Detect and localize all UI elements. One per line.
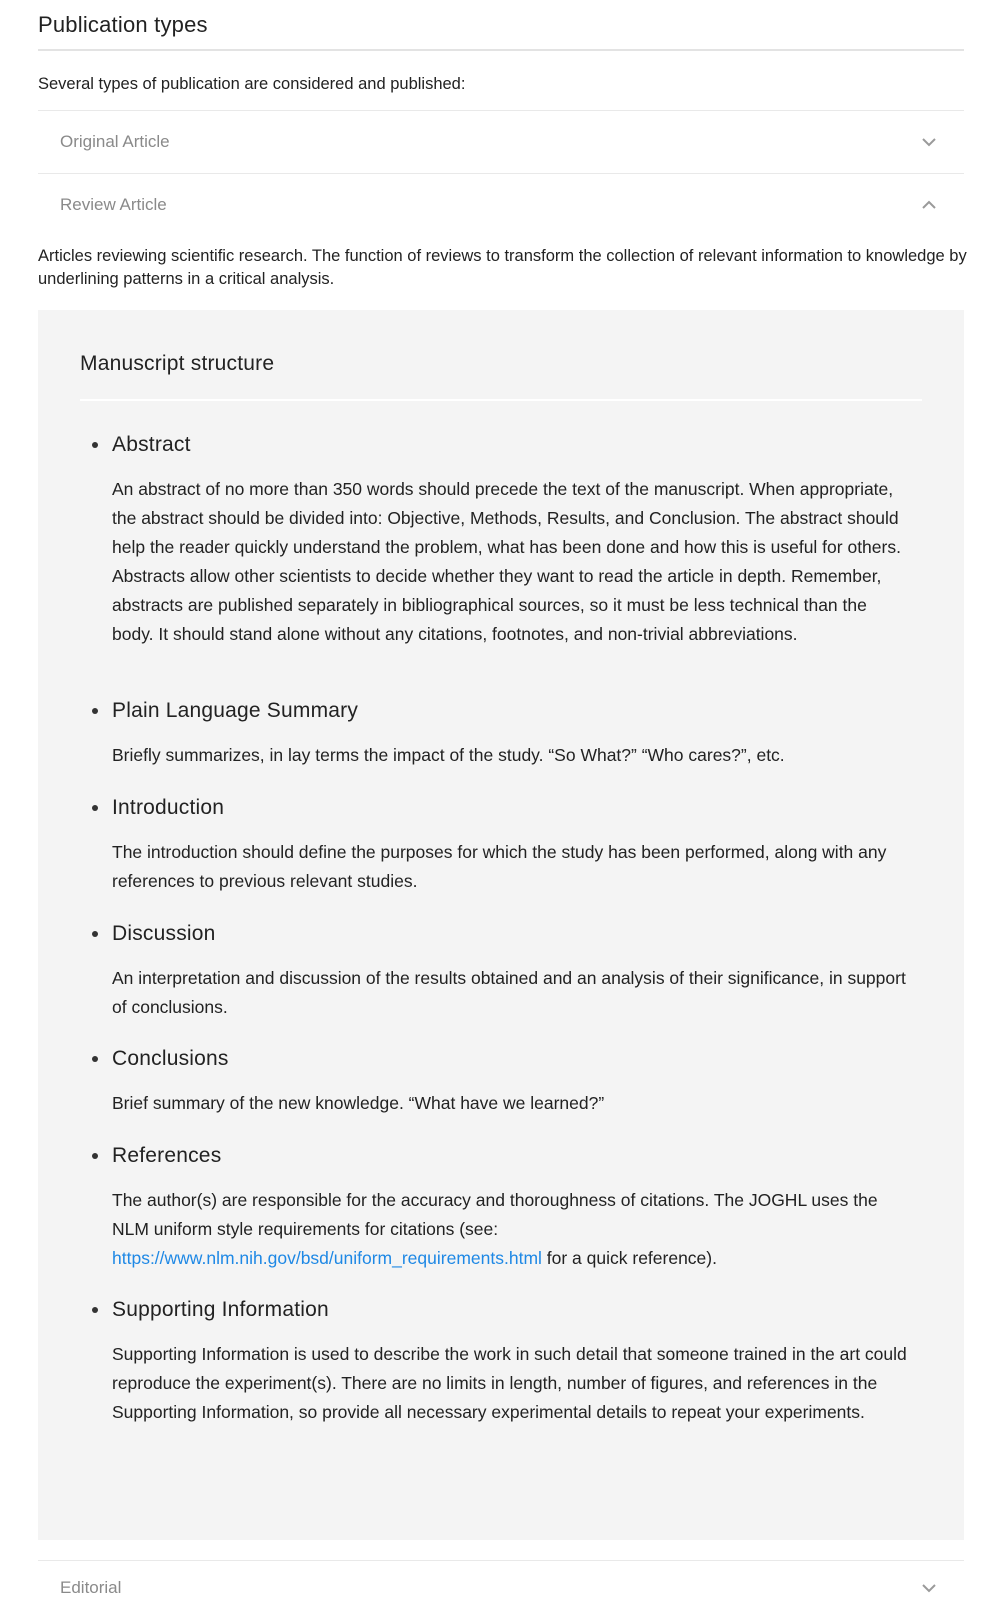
bullet (92, 708, 98, 714)
accordion-review-article[interactable] (38, 174, 964, 236)
nlm-requirements-link[interactable]: https://www.nlm.nih.gov/bsd/uniform_requirements.html (112, 1248, 542, 1268)
bullet (92, 805, 98, 811)
references-text-after: for a quick reference). (541, 1248, 717, 1268)
item-heading: Conclusions (112, 1047, 229, 1070)
item-body: An interpretation and discussion of the results obtained and an analysis of their significance, in support of conclusions. (112, 968, 906, 1017)
item-heading: Introduction (112, 796, 225, 819)
bullet (92, 1056, 98, 1062)
title-divider (38, 49, 964, 51)
accordion-editorial[interactable] (38, 1561, 964, 1615)
item-body (112, 1186, 912, 1273)
item-heading: Discussion (112, 922, 216, 945)
section-title: Publication types (38, 12, 208, 37)
manuscript-structure-title: Manuscript structure (80, 352, 275, 375)
chevron-down-icon[interactable] (920, 133, 938, 151)
item-heading: References (112, 1144, 222, 1167)
chevron-down-icon[interactable] (920, 1579, 938, 1597)
item-heading: Abstract (112, 433, 191, 456)
bullet (92, 1307, 98, 1313)
item-heading: Plain Language Summary (112, 699, 359, 722)
manuscript-structure-panel (38, 310, 964, 1540)
accordion-label: Editorial (60, 1578, 122, 1597)
chevron-up-icon[interactable] (920, 196, 938, 214)
intro-text: Several types of publication are considered and published: (38, 75, 466, 93)
item-body: An abstract of no more than 350 words should precede the text of the manuscript. When appropriate, the abstract should be divided into: Objective, Methods, Results, and Conclusion. The abstract should help the reader quickly understand the problem, what has been done and how this is useful for others. Abstracts allow other scientists to decide whether they want to read the article in depth. Remember, abstracts are published separately in bibliographical sources, so it must be less technical than the body. It should stand alone without any citations, footnotes, and non-trivial abbreviations. (112, 479, 901, 644)
references-text-before: The author(s) are responsible for the accuracy and thoroughness of citations. The JOGHL uses the NLM uniform style requirements for citations (see: (112, 1190, 878, 1239)
accordion-label: Review Article (60, 195, 167, 214)
item-body: The introduction should define the purposes for which the study has been performed, along with any references to previous relevant studies. (112, 842, 887, 891)
accordion-label: Original Article (60, 132, 170, 151)
item-body: Briefly summarizes, in lay terms the impact of the study. “So What?” “Who cares?”, etc. (112, 745, 785, 765)
item-body: Brief summary of the new knowledge. “What have we learned?” (112, 1093, 605, 1113)
accordion-original-article[interactable] (38, 111, 964, 173)
review-article-description: Articles reviewing scientific research. The function of reviews to transform the collection of relevant information to knowledge by underlining patterns in a critical analysis. (38, 247, 967, 288)
manuscript-title-divider (80, 399, 922, 401)
bullet (92, 931, 98, 937)
item-heading: Supporting Information (112, 1298, 329, 1321)
bullet (92, 442, 98, 448)
bullet (92, 1153, 98, 1159)
item-body: Supporting Information is used to describe the work in such detail that someone trained in the art could reproduce the experiment(s). There are no limits in length, number of figures, and references in the Supporting Information, so provide all necessary experimental details to repeat your experiments. (112, 1344, 907, 1422)
